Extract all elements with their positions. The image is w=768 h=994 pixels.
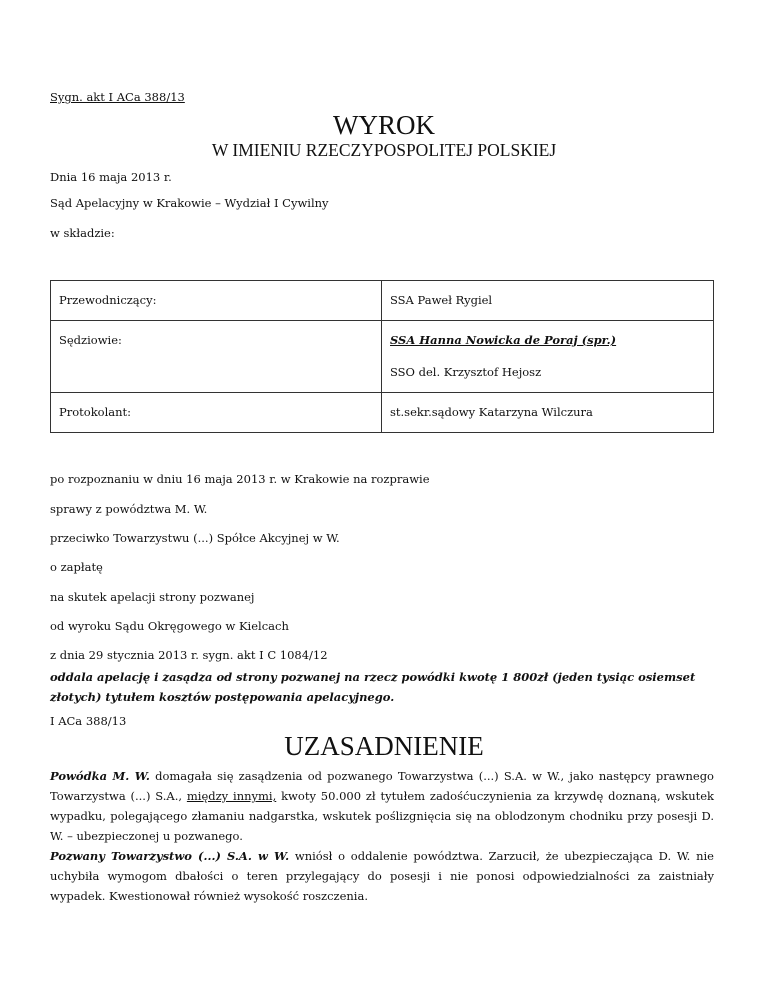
paragraph-text: wniósł o oddalenie powództwa. Zarzucił, że ubezpieczająca D. W. nie uchybiła wymogom dbałości o teren przylegający do posesji i nie ponosi odpowiedzialności za zaistniały wypadek. Kwestionował również wysokość roszczenia.	[50, 849, 714, 903]
panel-table	[50, 280, 714, 433]
clerk-label: Protokolant:	[51, 393, 382, 433]
reasons-paragraph-1	[50, 766, 714, 846]
reasons-paragraph-2	[50, 846, 714, 906]
panel-row-clerk	[51, 393, 714, 433]
paragraph-text: kwoty 50.000 zł tytułem zadośćuczynienia za krzywdę doznaną, wskutek wypadku, polegającego złamaniu nadgarstka, wskutek poślizgnięcia się na oblodzonym chodniku przy posesji D. W. – ubezpieczonej u pozwanego.	[50, 789, 715, 843]
proceedings-line: przeciwko Towarzystwu (...) Spółce Akcyjnej w W.	[50, 531, 340, 545]
chair-label: Przewodniczący:	[51, 281, 382, 321]
clerk-name: st.sekr.sądowy Katarzyna Wilczura	[382, 393, 714, 433]
judge-1: SSA Hanna Nowicka de Poraj (spr.)	[390, 333, 617, 347]
court-line: Sąd Apelacyjny w Krakowie – Wydział I Cywilny	[50, 196, 329, 210]
paragraph-text: domagała się zasądzenia od pozwanego Towarzystwa (...) S.A. w W., jako następcy prawnego Towarzystwa (...) S.A.,	[50, 769, 714, 803]
proceedings-line: sprawy z powództwa M. W.	[50, 502, 208, 516]
composition-line: w składzie:	[50, 226, 115, 240]
reasons-title: UZASADNIENIE	[284, 731, 484, 761]
verdict: oddala apelację i zasądza od strony pozwanej na rzecz powódki kwotę 1 800zł (jeden tysiąc osiemset złotych) tytułem kosztów postępowania apelacyjnego.	[50, 670, 696, 704]
chair-name: SSA Paweł Rygiel	[382, 281, 714, 321]
judge-2: SSO del. Krzysztof Hejosz	[390, 365, 542, 379]
paragraph-underlined-text: między innymi,	[186, 789, 277, 803]
proceedings-line: o zapłatę	[50, 560, 103, 574]
reasons-case-ref: I ACa 388/13	[50, 714, 127, 728]
proceedings-line: z dnia 29 stycznia 2013 r. sygn. akt I C 1084/12	[50, 648, 328, 662]
judges-cell	[382, 321, 714, 393]
case-signature: Sygn. akt I ACa 388/13	[50, 90, 185, 104]
proceedings-line: po rozpoznaniu w dniu 16 maja 2013 r. w Krakowie na rozprawie	[50, 472, 430, 486]
panel-row-chair	[51, 281, 714, 321]
date-line: Dnia 16 maja 2013 r.	[50, 170, 172, 184]
page-subtitle: W IMIENIU RZECZYPOSPOLITEJ POLSKIEJ	[211, 140, 557, 160]
defendant-lead: Pozwany Towarzystwo (...) S.A. w W.	[50, 849, 290, 863]
panel-row-judges	[51, 321, 714, 393]
plaintiff-lead: Powódka M. W.	[50, 769, 150, 783]
judges-label: Sędziowie:	[51, 321, 382, 393]
proceedings-line: na skutek apelacji strony pozwanej	[50, 590, 255, 604]
page-title: WYROK	[333, 110, 435, 140]
proceedings-line: od wyroku Sądu Okręgowego w Kielcach	[50, 619, 289, 633]
